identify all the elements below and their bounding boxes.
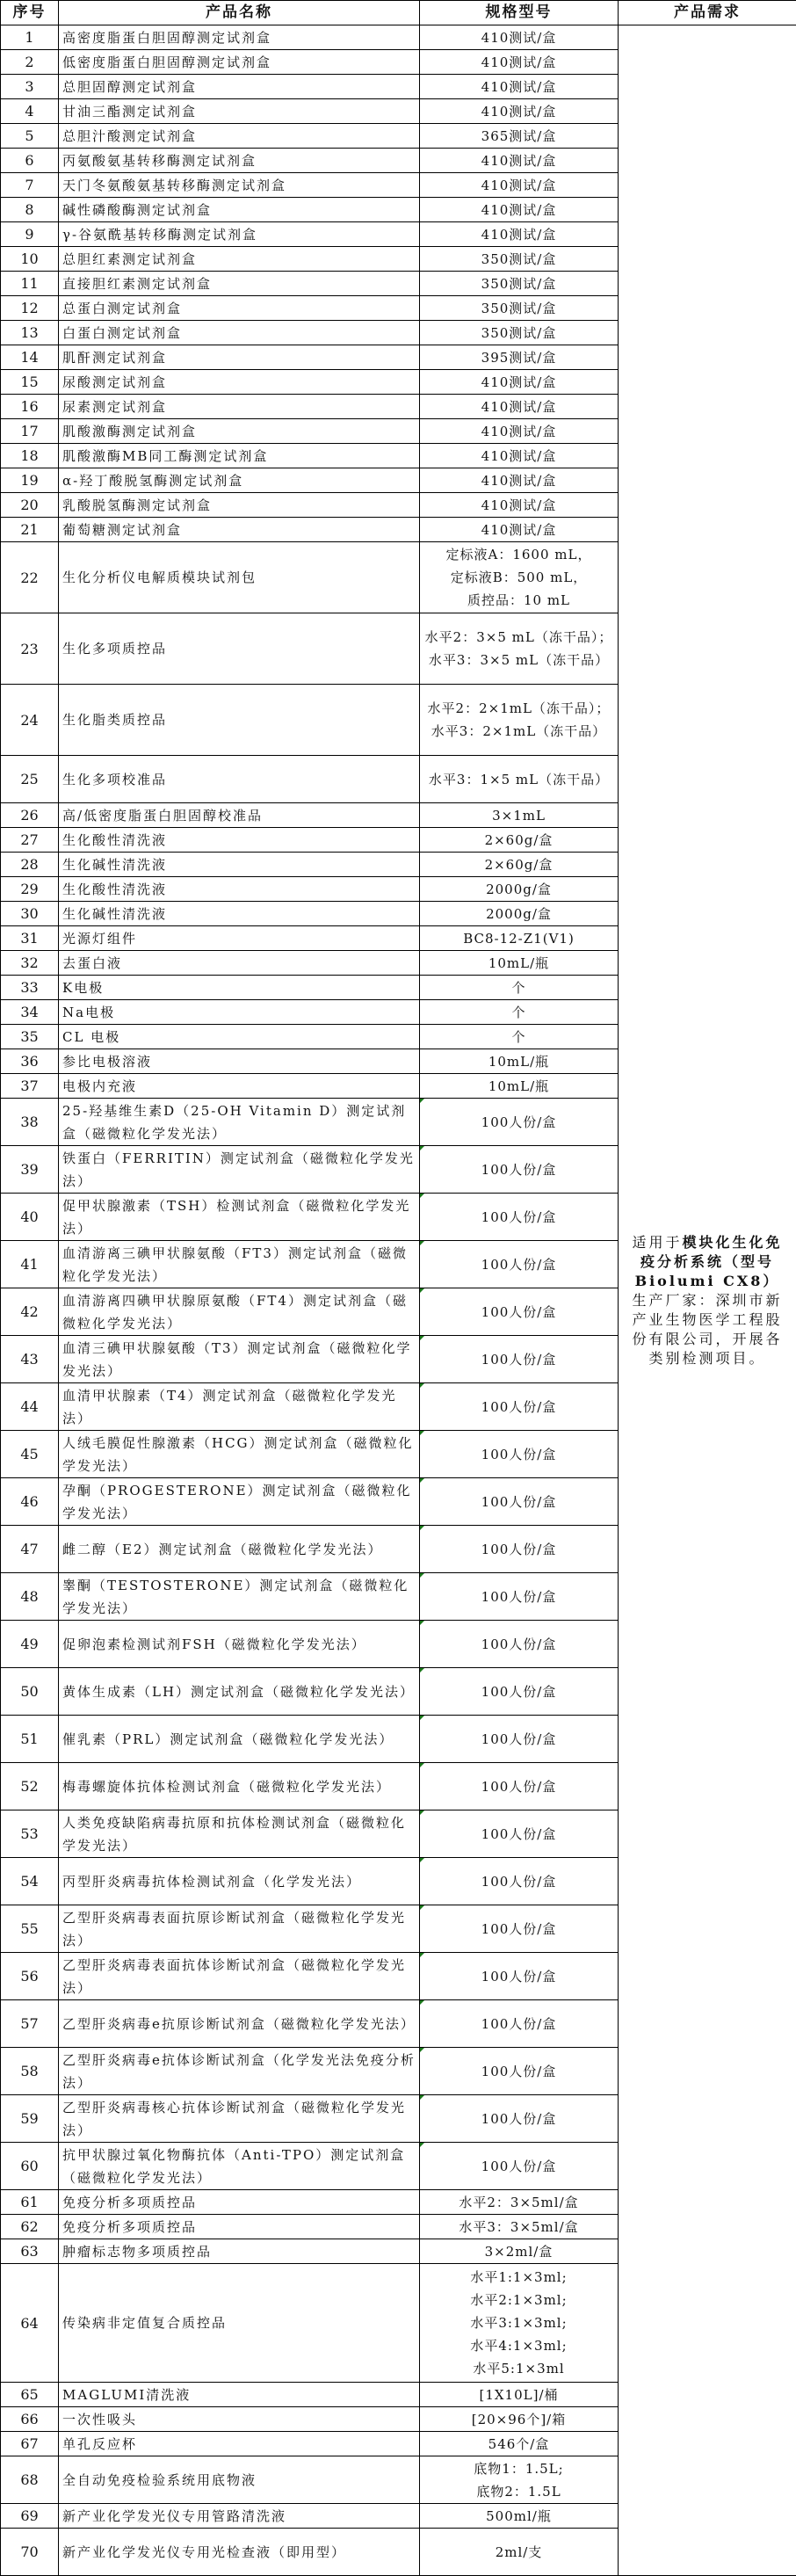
row-number: 32 — [1, 951, 59, 976]
table-header-row — [1, 1, 796, 25]
row-number: 14 — [1, 345, 59, 370]
row-number: 55 — [1, 1905, 59, 1953]
row-number: 24 — [1, 685, 59, 756]
row-number: 64 — [1, 2264, 59, 2383]
product-name: 孕酮（PROGESTERONE）测定试剂盒（磁微粒化学发光法） — [59, 1478, 420, 1526]
product-name: CL 电极 — [59, 1025, 420, 1049]
row-number: 17 — [1, 419, 59, 444]
product-spec: 410测试/盒 — [420, 370, 619, 395]
row-number: 4 — [1, 99, 59, 124]
product-name: Na电极 — [59, 1000, 420, 1025]
row-number: 44 — [1, 1383, 59, 1431]
product-name: 新产业化学发光仪专用管路清洗液 — [59, 2504, 420, 2529]
header-name: 产品名称 — [59, 1, 420, 25]
requirement-system: 模块化生化免疫分析系统（型号Biolumi CX8） — [635, 1234, 783, 1289]
product-name: 高/低密度脂蛋白胆固醇校准品 — [59, 803, 420, 828]
product-name: 睾酮（TESTOSTERONE）测定试剂盒（磁微粒化学发光法） — [59, 1573, 420, 1621]
product-name: 总胆汁酸测定试剂盒 — [59, 124, 420, 149]
row-number: 31 — [1, 926, 59, 951]
product-name: α-羟丁酸脱氢酶测定试剂盒 — [59, 468, 420, 493]
row-number: 41 — [1, 1241, 59, 1288]
product-name: 促卵泡素检测试剂FSH（磁微粒化学发光法） — [59, 1621, 420, 1668]
product-spec: 3×2ml/盒 — [420, 2239, 619, 2264]
row-number: 53 — [1, 1810, 59, 1858]
product-spec: 100人份/盒 — [420, 1336, 619, 1383]
product-spec: 350测试/盒 — [420, 321, 619, 345]
product-name: 梅毒螺旋体抗体检测试剂盒（磁微粒化学发光法） — [59, 1763, 420, 1810]
product-spec: 410测试/盒 — [420, 419, 619, 444]
row-number: 13 — [1, 321, 59, 345]
row-number: 30 — [1, 902, 59, 926]
row-number: 25 — [1, 756, 59, 803]
row-number: 9 — [1, 222, 59, 247]
product-name: 25-羟基维生素D（25-OH Vitamin D）测定试剂盒（磁微粒化学发光法） — [59, 1099, 420, 1146]
product-name: 肌酸激酶测定试剂盒 — [59, 419, 420, 444]
product-name: 乙型肝炎病毒核心抗体诊断试剂盒（磁微粒化学发光法） — [59, 2095, 420, 2143]
row-number: 62 — [1, 2215, 59, 2239]
row-number: 3 — [1, 75, 59, 99]
row-number: 45 — [1, 1431, 59, 1478]
product-name: 总蛋白测定试剂盒 — [59, 296, 420, 321]
product-spec: 个 — [420, 1000, 619, 1025]
product-name: 催乳素（PRL）测定试剂盒（磁微粒化学发光法） — [59, 1716, 420, 1763]
requirement-suffix: 生产厂家：深圳市新产业生物医学工程股份有限公司，开展各类别检测项目。 — [632, 1292, 782, 1367]
product-name: 光源灯组件 — [59, 926, 420, 951]
row-number: 1 — [1, 25, 59, 50]
row-number: 15 — [1, 370, 59, 395]
row-number: 69 — [1, 2504, 59, 2529]
product-spec: 100人份/盒 — [420, 1146, 619, 1194]
row-number: 60 — [1, 2143, 59, 2190]
product-spec: 350测试/盒 — [420, 272, 619, 296]
row-number: 40 — [1, 1194, 59, 1241]
product-name: 单孔反应杯 — [59, 2432, 420, 2456]
product-name: 甘油三酯测定试剂盒 — [59, 99, 420, 124]
product-name: 乙型肝炎病毒表面抗原诊断试剂盒（磁微粒化学发光法） — [59, 1905, 420, 1953]
product-spec: 100人份/盒 — [420, 1953, 619, 2000]
row-number: 36 — [1, 1049, 59, 1074]
row-number: 70 — [1, 2529, 59, 2576]
product-spec: 100人份/盒 — [420, 1905, 619, 1953]
product-spec: 3×1mL — [420, 803, 619, 828]
product-name: 生化多项质控品 — [59, 613, 420, 685]
product-name: 抗甲状腺过氧化物酶抗体（Anti-TPO）测定试剂盒（磁微粒化学发光法） — [59, 2143, 420, 2190]
row-number: 51 — [1, 1716, 59, 1763]
product-name: 生化脂类质控品 — [59, 685, 420, 756]
product-spec: 水平2：3×5 mL（冻干品）；水平3：3×5 mL（冻干品） — [420, 613, 619, 685]
product-spec: 定标液A：1600 mL， 定标液B：500 mL， 质控品：10 mL — [420, 542, 619, 613]
row-number: 18 — [1, 444, 59, 468]
product-spec: 100人份/盒 — [420, 1621, 619, 1668]
product-name: 参比电极溶液 — [59, 1049, 420, 1074]
product-spec: 100人份/盒 — [420, 1431, 619, 1478]
product-name: 生化碱性清洗液 — [59, 853, 420, 877]
product-spec: 水平2：3×5ml/盒 — [420, 2190, 619, 2215]
product-spec: 365测试/盒 — [420, 124, 619, 149]
product-spec: 2000g/盒 — [420, 877, 619, 902]
product-spec: 个 — [420, 1025, 619, 1049]
product-name: 生化酸性清洗液 — [59, 877, 420, 902]
row-number: 63 — [1, 2239, 59, 2264]
product-name: 碱性磷酸酶测定试剂盒 — [59, 198, 420, 222]
product-spec: 2×60g/盒 — [420, 828, 619, 853]
product-name: 新产业化学发光仪专用光检查液（即用型） — [59, 2529, 420, 2576]
product-spec: 410测试/盒 — [420, 99, 619, 124]
row-number: 43 — [1, 1336, 59, 1383]
row-number: 19 — [1, 468, 59, 493]
row-number: 42 — [1, 1288, 59, 1336]
product-spec: 水平1:1×3ml; 水平2:1×3ml; 水平3:1×3ml; 水平4:1×3ml; 水平5:1×3ml — [420, 2264, 619, 2383]
product-name: 免疫分析多项质控品 — [59, 2190, 420, 2215]
product-name: 丙氨酸氨基转移酶测定试剂盒 — [59, 149, 420, 173]
product-spec: 水平3：1×5 mL（冻干品） — [420, 756, 619, 803]
row-number: 26 — [1, 803, 59, 828]
row-number: 12 — [1, 296, 59, 321]
product-spec: 100人份/盒 — [420, 2048, 619, 2095]
product-name: 雌二醇（E2）测定试剂盒（磁微粒化学发光法） — [59, 1526, 420, 1573]
product-spec: 500ml/瓶 — [420, 2504, 619, 2529]
product-name: 尿素测定试剂盒 — [59, 395, 420, 419]
row-number: 8 — [1, 198, 59, 222]
product-name: 血清游离四碘甲状腺原氨酸（FT4）测定试剂盒（磁微粒化学发光法） — [59, 1288, 420, 1336]
product-spec: 350测试/盒 — [420, 247, 619, 272]
row-number: 23 — [1, 613, 59, 685]
product-spec: 100人份/盒 — [420, 1241, 619, 1288]
row-number: 56 — [1, 1953, 59, 2000]
row-number: 52 — [1, 1763, 59, 1810]
row-number: 58 — [1, 2048, 59, 2095]
product-spec: 100人份/盒 — [420, 1194, 619, 1241]
product-name: 生化碱性清洗液 — [59, 902, 420, 926]
product-spec: 2000g/盒 — [420, 902, 619, 926]
product-name: MAGLUMI清洗液 — [59, 2383, 420, 2407]
product-spec: BC8-12-Z1(V1) — [420, 926, 619, 951]
product-spec: 410测试/盒 — [420, 395, 619, 419]
row-number: 54 — [1, 1858, 59, 1905]
row-number: 35 — [1, 1025, 59, 1049]
product-spec: 395测试/盒 — [420, 345, 619, 370]
row-number: 34 — [1, 1000, 59, 1025]
product-name: 低密度脂蛋白胆固醇测定试剂盒 — [59, 50, 420, 75]
product-spec: 546个/盒 — [420, 2432, 619, 2456]
row-number: 65 — [1, 2383, 59, 2407]
row-number: 5 — [1, 124, 59, 149]
product-spec: 410测试/盒 — [420, 222, 619, 247]
product-spec: 2ml/支 — [420, 2529, 619, 2576]
row-number: 49 — [1, 1621, 59, 1668]
product-name: 全自动免疫检验系统用底物液 — [59, 2456, 420, 2504]
product-spec: 350测试/盒 — [420, 296, 619, 321]
product-name: 促甲状腺激素（TSH）检测试剂盒（磁微粒化学发光法） — [59, 1194, 420, 1241]
row-number: 6 — [1, 149, 59, 173]
product-name: 人绒毛膜促性腺激素（HCG）测定试剂盒（磁微粒化学发光法） — [59, 1431, 420, 1478]
product-spec: 410测试/盒 — [420, 198, 619, 222]
product-spec: 410测试/盒 — [420, 444, 619, 468]
product-spec: 100人份/盒 — [420, 1763, 619, 1810]
row-number: 59 — [1, 2095, 59, 2143]
product-spec: 100人份/盒 — [420, 1716, 619, 1763]
header-spec: 规格型号 — [420, 1, 619, 25]
product-spec: 100人份/盒 — [420, 1383, 619, 1431]
product-requirement — [619, 25, 796, 2576]
product-name: 电极内充液 — [59, 1074, 420, 1099]
row-number: 38 — [1, 1099, 59, 1146]
product-spec: 水平3：3×5ml/盒 — [420, 2215, 619, 2239]
product-name: 乙型肝炎病毒e抗原诊断试剂盒（磁微粒化学发光法） — [59, 2000, 420, 2048]
requirement-prefix: 适用于 — [632, 1234, 682, 1251]
row-number: 21 — [1, 518, 59, 542]
product-name: 天门冬氨酸氨基转移酶测定试剂盒 — [59, 173, 420, 198]
row-number: 47 — [1, 1526, 59, 1573]
product-name: 白蛋白测定试剂盒 — [59, 321, 420, 345]
product-name: 乳酸脱氢酶测定试剂盒 — [59, 493, 420, 518]
product-name: 乙型肝炎病毒e抗体诊断试剂盒（化学发光法免疫分析法） — [59, 2048, 420, 2095]
row-number: 48 — [1, 1573, 59, 1621]
product-name: γ-谷氨酰基转移酶测定试剂盒 — [59, 222, 420, 247]
product-name: 肌酸激酶MB同工酶测定试剂盒 — [59, 444, 420, 468]
product-name: K电极 — [59, 976, 420, 1000]
product-spec: 100人份/盒 — [420, 1810, 619, 1858]
product-spec: 2×60g/盒 — [420, 853, 619, 877]
product-name: 生化分析仪电解质模块试剂包 — [59, 542, 420, 613]
row-number: 29 — [1, 877, 59, 902]
product-name: 去蛋白液 — [59, 951, 420, 976]
product-spec: 100人份/盒 — [420, 2000, 619, 2048]
product-name: 生化酸性清洗液 — [59, 828, 420, 853]
product-name: 血清三碘甲状腺氨酸（T3）测定试剂盒（磁微粒化学发光法） — [59, 1336, 420, 1383]
product-spec: [1X10L]/桶 — [420, 2383, 619, 2407]
product-name: 葡萄糖测定试剂盒 — [59, 518, 420, 542]
row-number: 67 — [1, 2432, 59, 2456]
row-number: 66 — [1, 2407, 59, 2432]
row-number: 7 — [1, 173, 59, 198]
row-number: 33 — [1, 976, 59, 1000]
row-number: 61 — [1, 2190, 59, 2215]
product-spec: 100人份/盒 — [420, 2143, 619, 2190]
row-number: 27 — [1, 828, 59, 853]
product-name: 一次性吸头 — [59, 2407, 420, 2432]
header-requirement: 产品需求 — [619, 1, 796, 25]
row-number: 37 — [1, 1074, 59, 1099]
product-name: 肌酐测定试剂盒 — [59, 345, 420, 370]
table-row — [1, 25, 796, 50]
product-spec: 100人份/盒 — [420, 1288, 619, 1336]
row-number: 11 — [1, 272, 59, 296]
product-spec: 10mL/瓶 — [420, 951, 619, 976]
product-spec: 410测试/盒 — [420, 149, 619, 173]
row-number: 20 — [1, 493, 59, 518]
row-number: 46 — [1, 1478, 59, 1526]
row-number: 68 — [1, 2456, 59, 2504]
row-number: 16 — [1, 395, 59, 419]
product-spec: 100人份/盒 — [420, 1573, 619, 1621]
row-number: 57 — [1, 2000, 59, 2048]
product-name: 直接胆红素测定试剂盒 — [59, 272, 420, 296]
product-spec: 100人份/盒 — [420, 2095, 619, 2143]
product-spec: 个 — [420, 976, 619, 1000]
product-spec: 10mL/瓶 — [420, 1049, 619, 1074]
product-name: 铁蛋白（FERRITIN）测定试剂盒（磁微粒化学发光法） — [59, 1146, 420, 1194]
product-spec: 100人份/盒 — [420, 1858, 619, 1905]
product-spec: 100人份/盒 — [420, 1526, 619, 1573]
product-name: 传染病非定值复合质控品 — [59, 2264, 420, 2383]
product-name: 生化多项校准品 — [59, 756, 420, 803]
product-name: 总胆红素测定试剂盒 — [59, 247, 420, 272]
row-number: 39 — [1, 1146, 59, 1194]
product-spec: 10mL/瓶 — [420, 1074, 619, 1099]
product-spec: 410测试/盒 — [420, 173, 619, 198]
product-spec: 410测试/盒 — [420, 518, 619, 542]
product-spec: 底物1：1.5L; 底物2：1.5L — [420, 2456, 619, 2504]
product-name: 血清甲状腺素（T4）测定试剂盒（磁微粒化学发光法） — [59, 1383, 420, 1431]
product-name: 黄体生成素（LH）测定试剂盒（磁微粒化学发光法） — [59, 1668, 420, 1716]
product-spec: 410测试/盒 — [420, 75, 619, 99]
row-number: 28 — [1, 853, 59, 877]
product-spec: 410测试/盒 — [420, 468, 619, 493]
row-number: 2 — [1, 50, 59, 75]
product-name: 免疫分析多项质控品 — [59, 2215, 420, 2239]
product-spec: 410测试/盒 — [420, 493, 619, 518]
product-spec: 水平2：2×1mL（冻干品）；水平3：2×1mL（冻干品） — [420, 685, 619, 756]
row-number: 10 — [1, 247, 59, 272]
product-name: 肿瘤标志物多项质控品 — [59, 2239, 420, 2264]
product-spec: 410测试/盒 — [420, 25, 619, 50]
product-name: 高密度脂蛋白胆固醇测定试剂盒 — [59, 25, 420, 50]
product-spec: [20×96个]/箱 — [420, 2407, 619, 2432]
product-name: 总胆固醇测定试剂盒 — [59, 75, 420, 99]
product-name: 尿酸测定试剂盒 — [59, 370, 420, 395]
product-name: 血清游离三碘甲状腺氨酸（FT3）测定试剂盒（磁微粒化学发光法） — [59, 1241, 420, 1288]
product-spec: 410测试/盒 — [420, 50, 619, 75]
product-spec: 100人份/盒 — [420, 1668, 619, 1716]
row-number: 50 — [1, 1668, 59, 1716]
product-spec: 100人份/盒 — [420, 1099, 619, 1146]
product-name: 人类免疫缺陷病毒抗原和抗体检测试剂盒（磁微粒化学发光法） — [59, 1810, 420, 1858]
product-name: 丙型肝炎病毒抗体检测试剂盒（化学发光法） — [59, 1858, 420, 1905]
product-spec: 100人份/盒 — [420, 1478, 619, 1526]
header-no: 序号 — [1, 1, 59, 25]
row-number: 22 — [1, 542, 59, 613]
product-name: 乙型肝炎病毒表面抗体诊断试剂盒（磁微粒化学发光法） — [59, 1953, 420, 2000]
